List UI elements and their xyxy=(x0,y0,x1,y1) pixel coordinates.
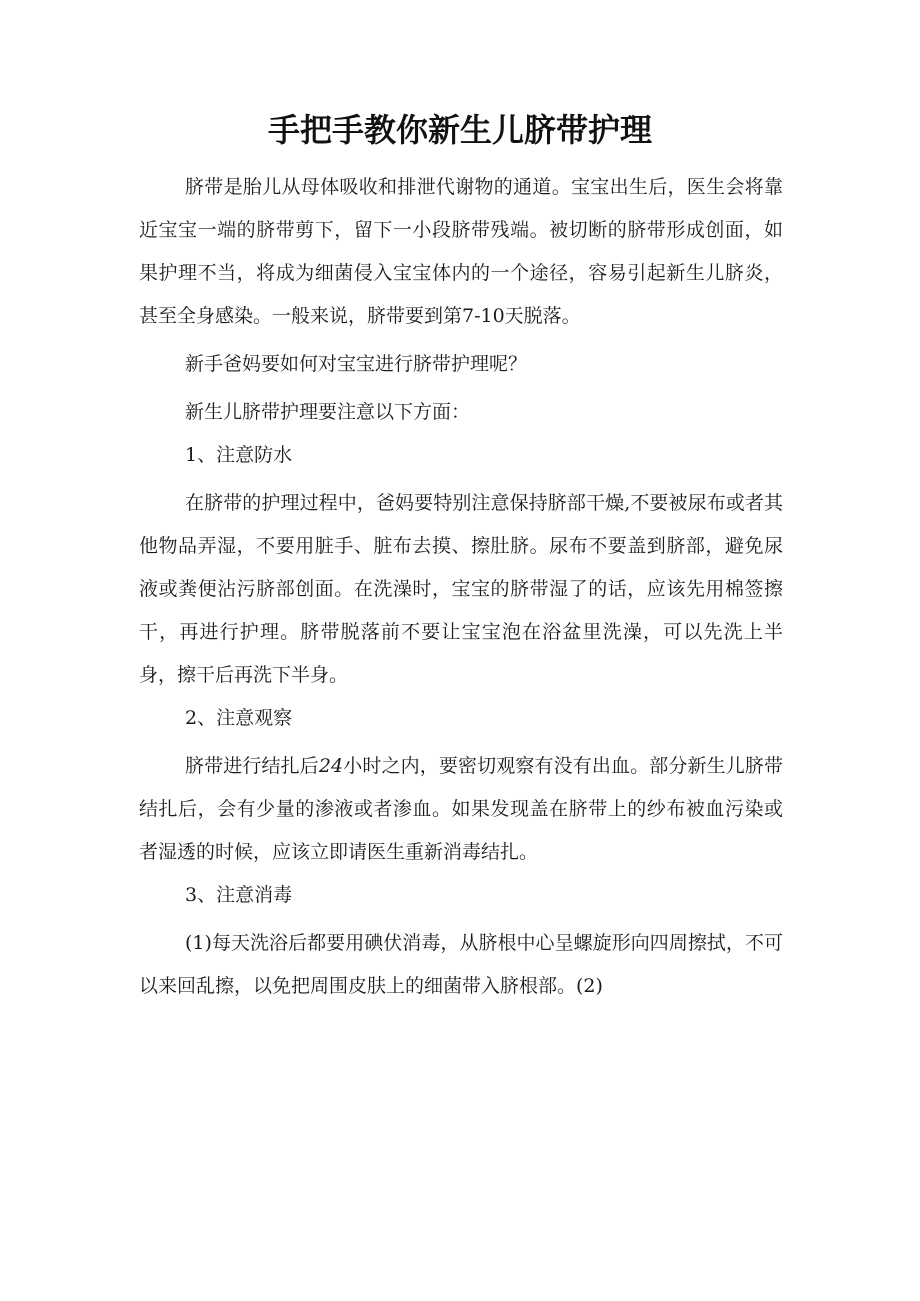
section-heading-disinfect: 3、注意消毒 xyxy=(185,884,293,906)
observe-text-after: 小时之内，要密切观察有没有出血。部分新生儿脐带结扎后，会有少量的渗液或者渗血。如果发现盖在脐带上的纱布被血污染或者湿透的时候，应该立即请医生重新消毒结扎。 xyxy=(139,755,783,863)
observe-text-before: 脐带进行结扎后 xyxy=(185,755,319,777)
observe-hours-number: 24 xyxy=(318,755,344,777)
intro-paragraph: 脐带是胎儿从母体吸收和排泄代谢物的通道。宝宝出生后，医生会将靠近宝宝一端的脐带剪下，留下一小段脐带残端。被切断的脐带形成创面，如果护理不当，将成为细菌侵入宝宝体内的一个途径，容易引起新生儿脐炎，甚至全身感染。一般来说，脐带要到第7-10天脱落。 xyxy=(139,176,783,327)
document-title: 手把手教你新生儿脐带护理 xyxy=(267,111,652,149)
lead-paragraph: 新生儿脐带护理要注意以下方面： xyxy=(185,401,471,423)
section-text-observe xyxy=(139,745,783,874)
section-text-disinfect: (1)每天洗浴后都要用碘伏消毒，从脐根中心呈螺旋形向四周擦拭，不可以来回乱擦，以免把周围皮肤上的细菌带入脐根部。(2) xyxy=(139,932,783,997)
document-body xyxy=(139,166,783,1008)
section-heading-observe: 2、注意观察 xyxy=(185,707,293,729)
section-heading-waterproof: 1、注意防水 xyxy=(185,444,293,466)
question-paragraph: 新手爸妈要如何对宝宝进行脐带护理呢？ xyxy=(185,353,528,375)
section-text-waterproof: 在脐带的护理过程中，爸妈要特别注意保持脐部干燥,不要被尿布或者其他物品弄湿，不要用脏手、脏布去摸、擦肚脐。尿布不要盖到脐部，避免尿液或粪便沾污脐部创面。在洗澡时，宝宝的脐带湿了的话，应该先用棉签擦干，再进行护理。脐带脱落前不要让宝宝泡在浴盆里洗澡，可以先洗上半身，擦干后再洗下半身。 xyxy=(139,492,783,686)
